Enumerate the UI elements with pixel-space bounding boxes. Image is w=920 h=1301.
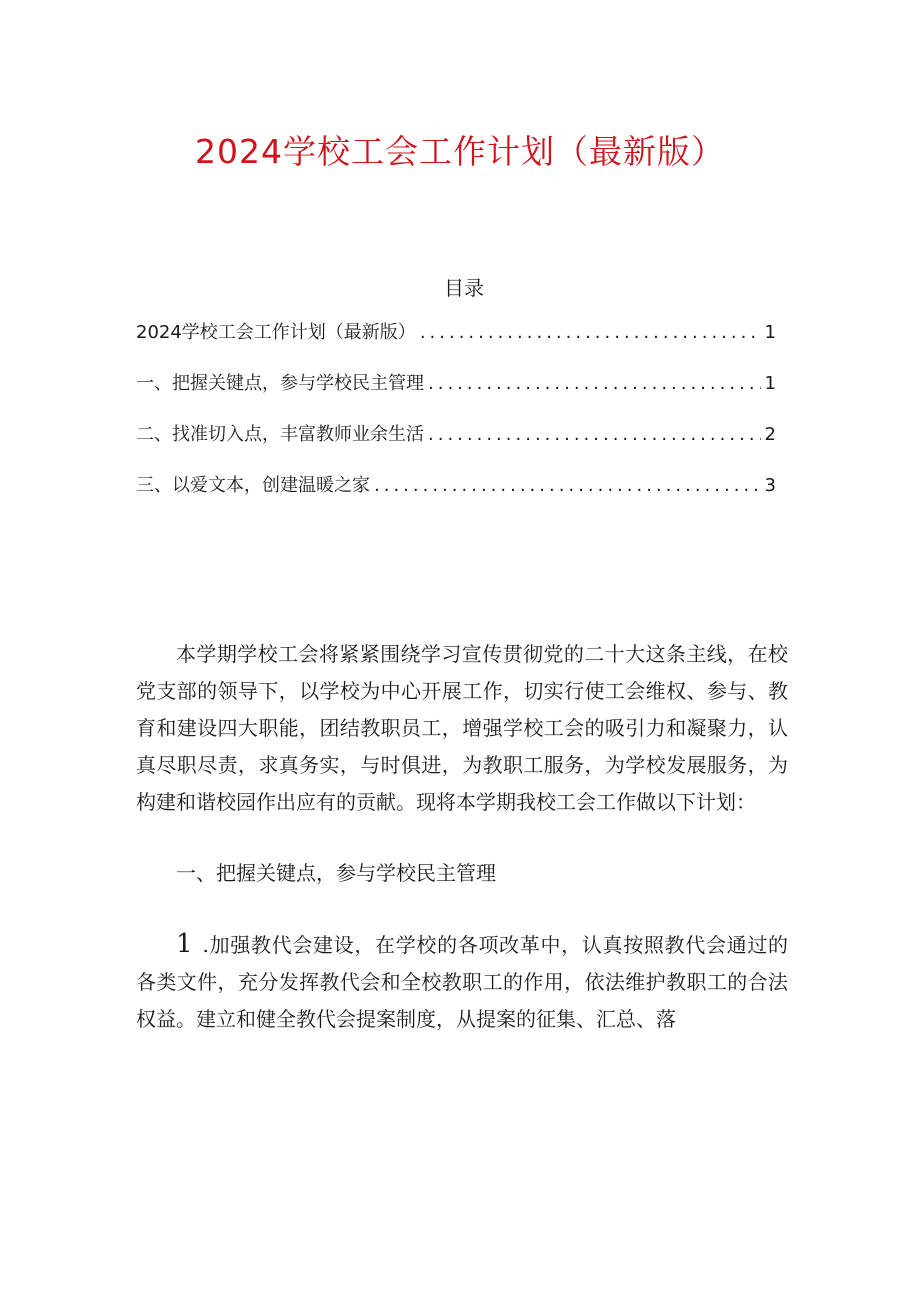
- toc-leader-dots: [374, 475, 761, 496]
- toc-entry-page: 1: [764, 373, 776, 394]
- toc-heading: 目录: [444, 276, 484, 300]
- toc-leader-dots: [420, 322, 761, 343]
- toc-entry-label: 三、以爱文本，创建温暖之家: [136, 475, 370, 496]
- toc-entry[interactable]: [136, 471, 776, 522]
- intro-paragraph: 本学期学校工会将紧紧围绕学习宣传贯彻党的二十大这条主线，在校党支部的领导下，以学校为中心开展工作，切实行使工会维权、参与、教育和建设四大职能，团结教职员工，增强学校工会的吸引力和凝聚力，认真尽职尽责，求真务实，与时俱进，为教职工服务，为学校发展服务，为构建和谐校园作出应有的贡献。现将本学期我校工会工作做以下计划：: [136, 642, 788, 814]
- item-number: 1: [176, 929, 193, 959]
- toc-leader-dots: [428, 373, 761, 394]
- table-of-contents: [136, 318, 776, 522]
- toc-entry[interactable]: [136, 318, 776, 369]
- toc-leader-dots: [428, 424, 761, 445]
- toc-entry[interactable]: [136, 369, 776, 420]
- document-title: 2024学校工会工作计划（最新版）: [195, 132, 725, 171]
- toc-entry-page: 2: [764, 424, 776, 445]
- toc-entry-label: 一、把握关键点，参与学校民主管理: [136, 373, 424, 394]
- toc-entry[interactable]: [136, 420, 776, 471]
- item-text: .加强教代会建设，在学校的各项改革中，认真按照教代会通过的各类文件，充分发挥教代会和全校教职工的作用，依法维护教职工的合法权益。建立和健全教代会提案制度，从提案的征集、汇总、落: [136, 933, 788, 1031]
- section-heading: 一、把握关键点，参与学校民主管理: [176, 861, 496, 885]
- document-body: [136, 636, 788, 1038]
- toc-entry-page: 3: [764, 475, 776, 496]
- toc-entry-label: 2024学校工会工作计划（最新版）: [136, 322, 416, 343]
- toc-entry-page: 1: [764, 322, 776, 343]
- numbered-paragraph: [136, 926, 788, 1038]
- toc-entry-label: 二、找准切入点，丰富教师业余生活: [136, 424, 424, 445]
